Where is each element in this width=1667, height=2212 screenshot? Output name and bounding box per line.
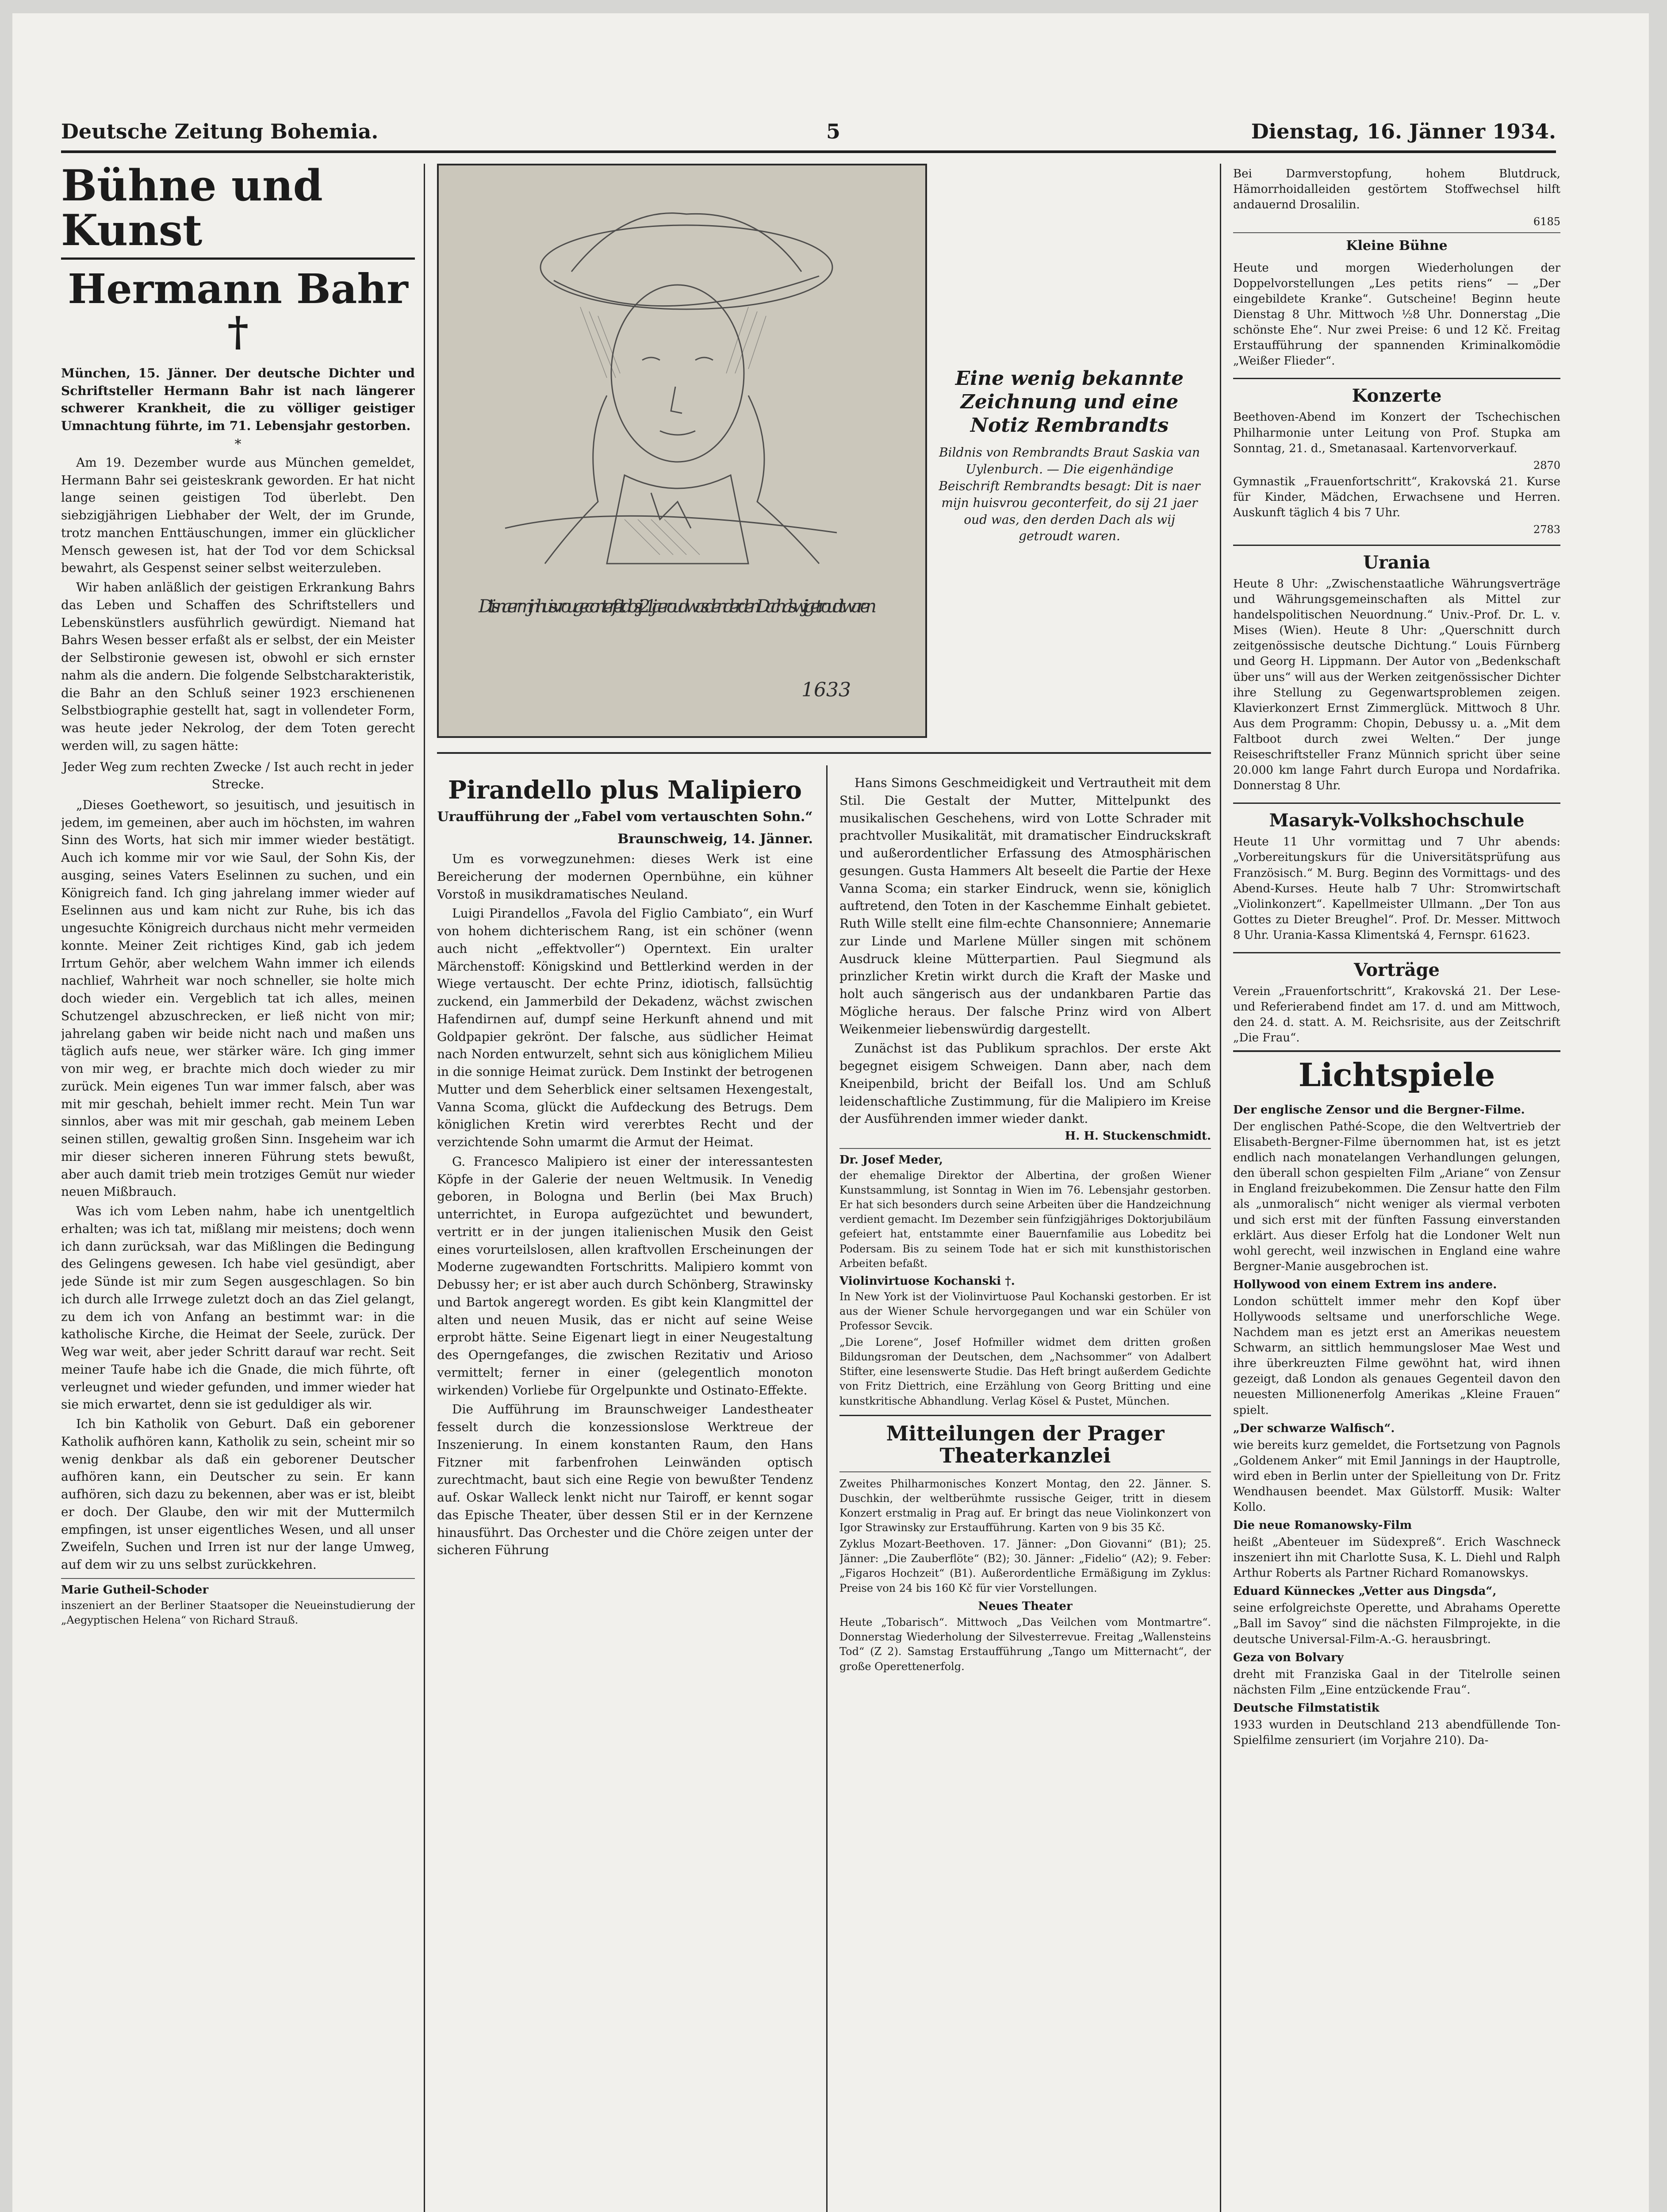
item-heading: Der englische Zensor und die Bergner-Filme. xyxy=(1233,1103,1525,1117)
item-text: heißt „Abenteuer im Südexpreß“. Erich Waschneck inszeniert ihn mit Charlotte Susa, K. L. Diehl und Ralph Arthur Roberts als Partner Richard Romanowskys. xyxy=(1233,1536,1560,1580)
heading-urania: Urania xyxy=(1233,545,1560,573)
notice-name: Violinvirtuose Kochanski †. xyxy=(839,1274,1015,1288)
notice-text: „Die Lorene“, Josef Hofmiller widmet dem dritten großen Bildungsroman der Deutschen, dem „Nachsommer“ von Adalbert Stifter, eine lesenswerte Studie. Das Heft bringt außerdem Gedichte von Fritz Diettrich, eine Erzählung von Georg Britting und eine kunstkritische Abhandlung. Verlag Kösel & Pustet, München. xyxy=(839,1336,1211,1407)
author-signature: H. H. Stuckenschmidt. xyxy=(1065,1129,1211,1143)
column-2 xyxy=(437,774,813,2212)
notice-text: Zyklus Mozart-Beethoven. 17. Jänner: „Don Giovanni“ (B1); 25. Jänner: „Die Zauberflöte“ (B2); 30. Jänner: „Fidelio“ (A2); 9. Feber: „Figaros Hochzeit“ (B1). Außerordentliche Ermäßigung im Zyklus: Preise von 24 bis 160 Kč für vier Vorstellungen. xyxy=(839,1538,1211,1594)
column-4 xyxy=(1233,164,1560,2212)
column-rule xyxy=(1220,164,1221,2212)
item-heading: „Der schwarze Walfisch“. xyxy=(1233,1421,1395,1435)
divider xyxy=(839,1471,1211,1472)
notice-text: Heute „Tobarisch“. Mittwoch „Das Veilchen vom Montmartre“. Donnerstag Wiederholung der Silvesterrevue. Freitag „Wallensteins Tod“ (Z 2). Samstag Erstaufführung „Tango um Mitternacht“, der große Operettenerfolg. xyxy=(839,1616,1211,1673)
paragraph: Die Aufführung im Braunschweiger Landestheater fesselt durch die konzessionslose Werktreue der Inszenierung. In einem konstanten Raum, den Hans Fitzner mit farbenfrohen Leinwänden optisch zurechtmacht, baut sich eine Regie von bewußter Tendenz auf. Oskar Walleck lenkt nicht nur Tairoff, er kennt sogar das Epische Theater, über dessen Stil er in der Kernzene hinausführt. Das Orchester und die Chöre zeigen unter der sicheren Führung xyxy=(437,1402,813,1558)
section-title: Bühne und Kunst xyxy=(61,164,415,260)
item-heading: Eduard Künneckes „Vetter aus Dingsda“, xyxy=(1233,1585,1497,1598)
article-title-pirandello: Pirandello plus Malipiero xyxy=(448,776,802,805)
caption-text: Bildnis von Rembrandts Braut Saskia van Uylenburch. — Die eigenhändige Beischrift Rembrandts besagt: Dit is naer mijn huisvrou geconterfeit, do sij 21 jaer oud was, den derden Dach als wij getroudt waren. xyxy=(939,445,1200,544)
notice-text: der ehemalige Direktor der Albertina, der großen Wiener Kunstsammlung, ist Sonntag in Wien im 76. Lebensjahr gestorben. Er hat sich besonders durch seine Arbeiten über die Handzeichnung verdient gemacht. Im Dezember sein fünfzigjähriges Doktorjubiläum gefeiert hat, entstammte einer Bauernfamilie aus Lobeditz bei Podersam. Bis zu seinem Tode hat er sich mit kunsthistorischen Arbeiten befaßt. xyxy=(839,1169,1211,1270)
ad-number: 2783 xyxy=(1533,523,1560,536)
item-text: 1933 wurden in Deutschland 213 abendfüllende Ton-Spielfilme zensuriert (im Vorjahre 210). Da- xyxy=(1233,1718,1560,1747)
listing-text: Gymnastik „Frauenfortschritt“, Krakovská 21. Kurse für Kinder, Mädchen, Erwachsene und Herren. Auskunft täglich 4 bis 7 Uhr. xyxy=(1233,475,1560,519)
rembrandt-drawing xyxy=(437,164,927,738)
item-text: Der englischen Pathé-Scope, die den Weltvertrieb der Elisabeth-Bergner-Filme übernommen hat, ist es jetzt endlich nach monatelangen Verhandlungen gelungen, den überall schon gespielten Film „Ariane“ von Zensur in England freizubekommen. Die Zensur hatte den Film als „unmoralisch“ nicht weniger als viermal verboten und sich erst mit der fünften Fassung einverstanden erklärt. Aus dieser Erfolg hat die Londoner Welt nun wohl gerecht, weil inzwischen in England eine wahre Bergner-Manie ausgebrochen ist. xyxy=(1233,1120,1560,1273)
column-rule xyxy=(424,164,425,2212)
notice-name: Dr. Josef Meder, xyxy=(839,1153,943,1167)
sketch-image xyxy=(439,165,925,736)
item-heading: Deutsche Filmstatistik xyxy=(1233,1701,1380,1715)
notice-text: inszeniert an der Berliner Staatsoper die Neueinstudierung der „Aegyptischen Helena“ von Richard Strauß. xyxy=(61,1599,415,1627)
item-heading: Hollywood von einem Extrem ins andere. xyxy=(1233,1278,1497,1291)
ad-number: 6185 xyxy=(1533,215,1560,228)
divider xyxy=(61,1578,415,1579)
inscription-text: Dit is naer mijn huisvrou geconterfeit do sij 21 jaer oud was den derden Dach als wij getroudt waren xyxy=(479,596,877,617)
item-text: wie bereits kurz gemeldet, die Fortsetzung von Pagnols „Goldenem Anker“ mit Emil Jannings in der Hauptrolle, wird eben in Berlin unter der Spielleitung von Dr. Fritz Wendhausen beendet. Max Gülstorff. Musik: Walter Kollo. xyxy=(1233,1438,1560,1514)
paragraph: „Dieses Goethewort, so jesuitisch, und jesuitisch in jedem, im gemeinen, aber auch im höchsten, im wahren Sinn des Worts, hat sich mir immer wieder bestätigt. Auch ich komme mir vor wie Saul, der Sohn Kis, der ausging, seines Vaters Eselinnen zu suchen, und ein Königreich fand. Ich ging jahrelang immer wieder auf Eselinnen aus und kam nicht zur Ruhe, bis ich das ungesuchte Königreich durchaus nicht mehr vermeiden konnte. Meiner Zeit richtiges Kind, gab ich jedem Irrtum Gehör, aber welchem Wahn immer ich eilends nachlief, Wahrheit war noch schneller, sie holte mich doch wieder ein. Vergeblich tat ich alles, meinen Schutzengel abzuschrecken, er ließ nicht von mir; jahrelang gaben wir beide nicht nach und maßen uns täglich aufs neue, wer stärker wäre. Ich ging immer von mir weg, er brachte mich doch wieder zu mir zurück. Mein eigenes Tun war immer falsch, aber was mit mir geschah, behielt immer recht. Mein Tun war sinnlos, aber was mit mir geschah, gab meinem Leben seinen stillen, gewaltig großen Sinn. Insgeheim war ich mir dieser sicheren inneren Führung stets bewußt, aber auch damit trieb mein trotziges Gemüt nur wieder neuen Mißbrauch. xyxy=(61,797,415,1199)
heading-masaryk: Masaryk-Volkshochschule xyxy=(1233,803,1560,831)
advertisement: Bei Darmverstopfung, hohem Blutdruck, Hämorrhoidalleiden gestörtem Stoffwechsel hilft andauernd Drosalilin. xyxy=(1233,167,1560,212)
item-text: dreht mit Franziska Gaal in der Titelrolle seinen nächsten Film „Eine entzückende Frau“. xyxy=(1233,1667,1560,1697)
page-number: 5 xyxy=(826,119,841,143)
horizontal-rule xyxy=(437,752,1211,754)
caption-title: Eine wenig bekannte Zeichnung und eine Notiz Rembrandts xyxy=(955,367,1184,437)
newspaper-page xyxy=(12,13,1649,2212)
paragraph: Ich bin Katholik von Geburt. Daß ein geborener Katholik aufhören kann, Katholik zu sein, scheint mir so wenig denkbar als daß ein geborener Deutscher aufhören kann, ein Deutscher zu sein. Er kann aufhören, sich dazu zu bekennen, aber was er ist, bleibt er doch. Der Glaube, den wir mit der Muttermilch empfingen, ist unser eigentliches Wesen, und all unser Zweifeln, Suchen und Irren ist nur der lange Umweg, auf dem wir zu uns selbst zurückkehren. xyxy=(61,1417,415,1572)
column-rule xyxy=(826,765,828,2212)
notice-name: Marie Gutheil-Schoder xyxy=(61,1583,209,1597)
heading-lichtspiele: Lichtspiele xyxy=(1233,1050,1560,1092)
listing-text: Heute 8 Uhr: „Zwischenstaatliche Währungsverträge und Währungsgemeinschaften als Mittel zur handelspolitischen Neuordnung.“ Univ.-Prof. Dr. L. v. Mises (Wien). Heute 8 Uhr: „Querschnitt durch zeitgenössische deutsche Dichtung.“ Louis Fürnberg und Georg H. Lippmann. Der Autor von „Bedenkschaft über uns“ will aus der Werken zeitgenössischer Dichter ihre Stellung zu Gegenwartsproblemen zeigen. Klavierkonzert Ernst Zimmerglück. Mittwoch 8 Uhr. Aus dem Programm: Chopin, Debussy u. a. „Mit dem Faltboot durch zwei Welten.“ Der junge Reiseschriftsteller Franz Münnich spricht über seine 20.000 km lange Fahrt durch Europa und Nordafrika. Donnerstag 8 Uhr. xyxy=(1233,577,1560,793)
article-lead: München, 15. Jänner. Der deutsche Dichter und Schriftsteller Hermann Bahr ist nach längerer schwerer Krankheit, die zu völliger geistiger Umnachtung führte, im 71. Lebensjahr gestorben. xyxy=(61,365,415,434)
listing-text: Heute 11 Uhr vormittag und 7 Uhr abends: „Vorbereitungskurs für die Universitätsprüfung aus Französisch.“ M. Burg. Beginn des Vormittags- und des Abend-Kurses. Heute halb 7 Uhr: Stromwirtschaft „Violinkonzert“. Kapellmeister Ullmann. „Der Ton aus Gottes zu Dieter Breughel“. Prof. Dr. Messer. Mittwoch 8 Uhr. Urania-Kassa Klimentská 4, Fernspr. 61623. xyxy=(1233,835,1560,942)
paragraph: Was ich vom Leben nahm, habe ich unentgeltlich erhalten; was ich tat, mißlang mir meistens; doch wenn ich dann zurücksah, war das Mißlingen die Bedingung des Gelingens gewesen. Ich habe viel gesündigt, aber jede Sünde ist mir zum Segen ausgeschlagen. So bin ich durch alle Irrwege zuletzt doch an das Ziel gelangt, zu dem ich von Anfang an bestimmt war: in die katholische Kirche, die Heimat der Seele, zurück. Der Weg war weit, aber jeder Schritt darauf war recht. Seit meiner Taufe habe ich die Gnade, die mich führte, oft verleugnet und wieder gefunden, und immer wieder hat sie mich erwartet, denn sie ist geduldiger als wir. xyxy=(61,1204,415,1412)
listing-text: Beethoven-Abend im Konzert der Tschechischen Philharmonie unter Leitung von Prof. Stupka am Sonntag, 21. d., Smetanasaal. Kartenvorverkauf. xyxy=(1233,411,1560,455)
newspaper-name: Deutsche Zeitung Bohemia. xyxy=(61,119,379,143)
divider xyxy=(839,1148,1211,1149)
masthead xyxy=(61,115,1556,153)
heading-konzerte: Konzerte xyxy=(1233,378,1560,406)
drawing-date: 1633 xyxy=(801,679,851,701)
heading-vortraege: Vorträge xyxy=(1233,952,1560,980)
quote-verse: Jeder Weg zum rechten Zwecke / Ist auch recht in jeder Strecke. xyxy=(62,759,414,791)
article-subtitle: Uraufführung der „Fabel vom vertauschten Sohn.“ xyxy=(437,809,813,825)
paragraph: Zunächst ist das Publikum sprachlos. Der erste Akt begegnet eisigem Schweigen. Dann aber, nach dem Kneipenbild, bricht der Beifall los. Und am Schluß leidenschaftliche Zustimmung, für die Malipiero im Kreise der Ausführenden immer wieder dankt. xyxy=(839,1041,1211,1126)
sub-heading: Kleine Bühne xyxy=(1346,238,1448,254)
paragraph: Hans Simons Geschmeidigkeit und Vertrautheit mit dem Stil. Die Gestalt der Mutter, Mittelpunkt des musikalischen Geschehens, wird von Lotte Schrader mit prachtvoller Musikalität, mit dramatischer Eindruckskraft und außerordentlicher Erfassung des Atmosphärischen gesungen. Gusta Hammers Alt beseelt die Partie der Hexe Vanna Scoma; ein starker Eindruck, wenn sie, königlich auftretend, den Toten in der Kaschemme Einhalt gebietet. Ruth Wille stellt eine film-echte Chansonniere; Annemarie zur Linde und Marlene Müller singen mit schönem Ausdruck kleine Mütterpartien. Paul Siegmund als prinzlicher Kretin wirkt durch die Kraft der Maske und holt auch sängerisch aus der undankbaren Partie das Mögliche heraus. Der falsche Prinz wird von Albert Weikenmeier liebenswürdig dargestellt. xyxy=(839,776,1211,1037)
dateline: Braunschweig, 14. Jänner. xyxy=(617,831,813,847)
paragraph: G. Francesco Malipiero ist einer der interessantesten Köpfe in der Galerie der neuen Weltmusik. In Venedig geboren, in Bologna und Berlin (bei Max Bruch) unterrichtet, in Europa aufgezüchtet und bewundert, vertritt er in der jungen italienischen Musik den Geist eines vorurteilslosen, allen kraftvollen Erscheinungen der Moderne zugewandten Fortschritts. Malipiero kommt von Debussy her; er ist aber auch durch Schönberg, Strawinsky und Bartok angeregt worden. Es gibt kein Klangmittel der alten und neuen Musik, das er nicht auf seine Weise erprobt hätte. Seine Eigenart liegt in einer Neugestaltung des Operngefanges, die zwischen Rezitativ und Arioso vermittelt; ferner in einer (gelegentlich monoton wirkenden) Vorliebe für Orgelpunkte und Ostinato-Effekte. xyxy=(437,1154,813,1398)
divider xyxy=(1233,232,1560,233)
sub-heading: Neues Theater xyxy=(978,1599,1073,1613)
item-heading: Geza von Bolvary xyxy=(1233,1651,1344,1664)
item-text: London schüttelt immer mehr den Kopf über Hollywoods seltsame und unerforschliche Wege. Nachdem man es jetzt erst an Amerikas neuestem Schwarm, an sittlich hemmungsloser Mae West und ihre überkreuzten Filme gewöhnt hat, wird ihnen gezeigt, daß London als genaues Gegenteil davon den neuesten Millionenerfolg Amerikas „Kleine Frauen“ spielt. xyxy=(1233,1294,1560,1417)
article-title-bahr: Hermann Bahr † xyxy=(68,265,408,356)
paragraph: Am 19. Dezember wurde aus München gemeldet, Hermann Bahr sei geisteskrank geworden. Er hat nicht lange seinen geistigen Tod überlebt. Den siebzigjährigen Liebhaber der Welt, der im Grunde, trotz manchen Enttäuschungen, immer ein glücklicher Mensch gewesen ist, hat der Tod vor dem Schicksal bewahrt, als Gespenst seiner selbst weiterzuleben. xyxy=(61,455,415,576)
column-3 xyxy=(839,774,1211,2212)
separator-star: * xyxy=(234,436,241,452)
item-heading: Die neue Romanowsky-Film xyxy=(1233,1519,1412,1532)
column-1 xyxy=(61,164,415,2212)
item-text: seine erfolgreichste Operette, und Abrahams Operette „Ball im Savoy“ sind die nächsten Filmprojekte, in die deutsche Universal-Film-A.-G. herausbringt. xyxy=(1233,1601,1560,1646)
notice-text: In New York ist der Violinvirtuose Paul Kochanski gestorben. Er ist aus der Wiener Schule hervorgegangen und war ein Schüler von Professor Sevcik. xyxy=(839,1290,1211,1332)
section-title-mitteilungen: Mitteilungen der Prager Theaterkanzlei xyxy=(886,1421,1165,1468)
ad-number: 2870 xyxy=(1533,459,1560,472)
notice-text: Zweites Philharmonisches Konzert Montag, den 22. Jänner. S. Duschkin, der weltberühmte russische Geiger, tritt in diesem Konzert erstmalig in Prag auf. Er bringt das neue Violinkonzert von Igor Strawinsky zur Erstaufführung. Karten von 9 bis 35 Kč. xyxy=(839,1477,1211,1534)
listing-text: Verein „Frauenfortschritt“, Krakovská 21. Der Lese- und Referierabend findet am 17. d. und am Mittwoch, den 24. d. statt. A. M. Reichsrisite, aus der Zeitschrift „Die Frau“. xyxy=(1233,984,1560,1045)
listing-text: Heute und morgen Wiederholungen der Doppelvorstellungen „Les petits riens“ — „Der eingebildete Kranke“. Gutscheine! Beginn heute Dienstag 8 Uhr. Mittwoch ½8 Uhr. Donnerstag „Die schönste Ehe“. Nur zwei Preise: 6 und 12 Kč. Freitag Erstaufführung der spannenden Kriminalkomödie „Weißer Flieder“. xyxy=(1233,261,1560,368)
paragraph: Luigi Pirandellos „Favola del Figlio Cambiato“, ein Wurf von hohem dichterischem Rang, ist ein schöner (wenn auch nicht „effektvoller“) Operntext. Ein uralter Märchenstoff: Königskind und Bettlerkind werden in der Wiege vertauscht. Der echte Prinz, idiotisch, fallsüchtig zuckend, ein Jammerbild der Dekadenz, wächst zwischen Hafendirnen auf, dumpf seine Herkunft ahnend und mit Goldpapier gekrönt. Der falsche, aus südlicher Heimat nach Norden entwurzelt, sehnt sich aus königlichem Milieu in die sonnige Heimat zurück. Dem Instinkt der betrogenen Mutter und dem Seherblick einer seltsamen Hexengestalt, Vanna Scoma, glückt die Aufdeckung des Betrugs. Dem königlichen Kretin wird vererbtes Recht und der verzichtende Sohn umarmt die Armut der Heimat. xyxy=(437,906,813,1150)
paragraph: Um es vorwegzunehmen: dieses Werk ist eine Bereicherung der modernen Opernbühne, ein kühner Vorstoß in musikdramatisches Neuland. xyxy=(437,852,813,902)
issue-date: Dienstag, 16. Jänner 1934. xyxy=(1251,119,1556,143)
divider xyxy=(839,1415,1211,1416)
paragraph: Wir haben anläßlich der geistigen Erkrankung Bahrs das Leben und Schaffen des Schriftstellers und Lebenskünstlers ausführlich gewürdigt. Niemand hat Bahrs Wesen besser erfaßt als er selbst, der ein Meister der Selbstironie gewesen ist, obwohl er sich ernster nahm als die andern. Die folgende Selbstcharakteristik, die Bahr an den Schluß seiner 1923 erschienenen Selbstbiographie gestellt hat, sagt in vollendeter Form, was heute jeder Nekrolog, der dem Toten gerecht werden will, zu sagen hätte: xyxy=(61,580,415,753)
figure-caption xyxy=(937,367,1202,545)
